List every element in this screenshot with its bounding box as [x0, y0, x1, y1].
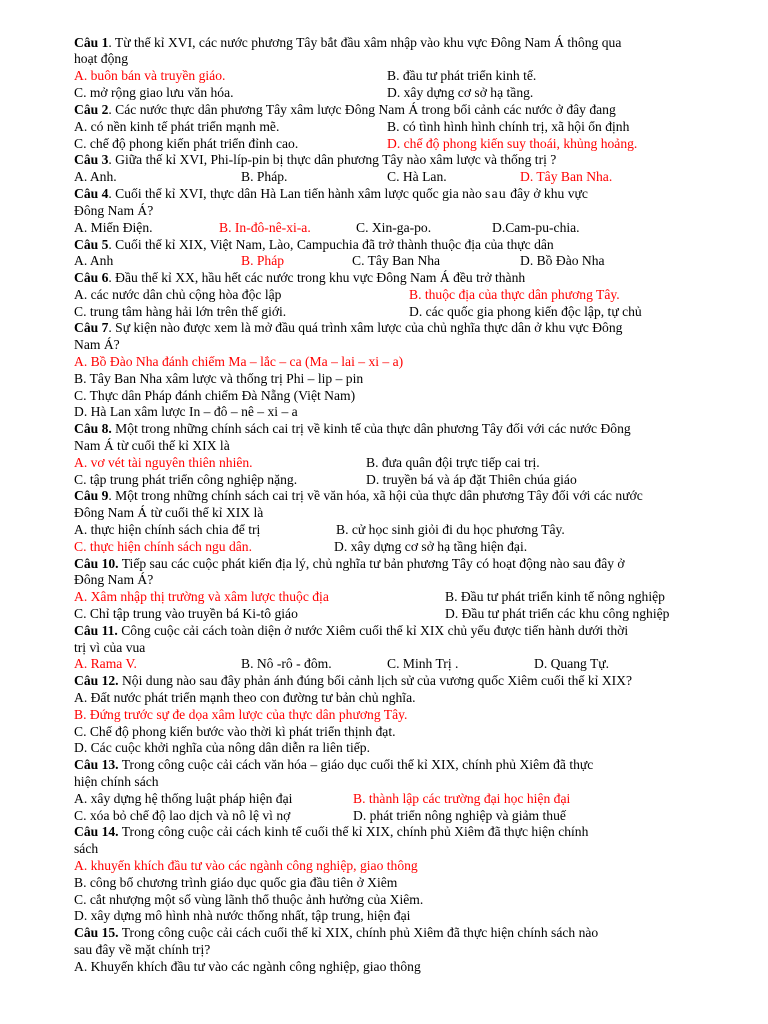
question-stem: Trong công cuộc cải cách cuối thế kỉ XIX, chính phủ Xiêm đã thực hiện chính sách nào [118, 925, 599, 940]
question-stem: Đông Nam Á? [74, 203, 154, 218]
question-stem: . Cuối thế kỉ XVI, thực dân Hà Lan tiến hành xâm lược quốc gia nào [108, 186, 486, 201]
answer-option: D. Hà Lan xâm lược In – đô – nê – xi – a [74, 404, 298, 419]
question-stem: Đông Nam Á từ cuối thế kỉ XIX là [74, 505, 264, 520]
answer-option: D. phát triển nông nghiệp và giảm thuế [353, 808, 566, 823]
question-line [74, 102, 616, 118]
answer-option: A. vơ vét tài nguyên thiên nhiên. [74, 455, 253, 470]
question-number: Câu 11. [74, 623, 118, 638]
answer-option: B. đầu tư phát triển kinh tế. [387, 68, 537, 83]
answer-option: D. xây dựng cơ sở hạ tầng. [387, 85, 534, 100]
question-line [74, 152, 556, 168]
question-stem: sau đây về mặt chính trị? [74, 942, 211, 957]
question-stem: . Giữa thế kỉ XVI, Phi-líp-pin bị thực dân phương Tây nào xâm lược và thống trị ? [108, 152, 557, 167]
answer-option: D. Bồ Đào Nha [520, 253, 605, 268]
answer-option: A. Miến Điện. [74, 220, 153, 235]
answer-option: C. tập trung phát triển công nghiệp nặng. [74, 472, 298, 487]
answer-option: C. chế độ phong kiến phát triển đỉnh cao. [74, 136, 299, 151]
answer-option: D. Các cuộc khởi nghĩa của nông dân diễn ra liên tiếp. [74, 740, 370, 755]
question-line [74, 623, 628, 639]
answer-option: D. Đầu tư phát triển các khu công nghiệp [445, 606, 670, 621]
question-number: Câu 15. [74, 925, 119, 940]
answer-option: B. Pháp. [241, 169, 288, 184]
answer-option: A. Anh. [74, 169, 117, 184]
question-stem: Trong công cuộc cải cách văn hóa – giáo dục cuối thế kỉ XIX, chính phủ Xiêm đã thực [118, 757, 594, 772]
question-stem: Nội dung nào sau đây phản ánh đúng bối cảnh lịch sử của vương quốc Xiêm cuối thế kỉ XIX? [118, 673, 633, 688]
answer-option: C. thực hiện chính sách ngu dân. [74, 539, 253, 554]
question-line [74, 237, 554, 253]
question-line [74, 488, 643, 504]
answer-option: C. Thực dân Pháp đánh chiếm Đà Nẵng (Việt Nam) [74, 388, 356, 403]
question-line [74, 186, 588, 202]
question-stem: hiện chính sách [74, 774, 159, 789]
answer-option: B. thuộc địa của thực dân phương Tây. [409, 287, 620, 302]
answer-option: C. Chỉ tập trung vào truyền bá Ki-tô giáo [74, 606, 298, 621]
question-line [74, 320, 622, 336]
answer-option: A. buôn bán và truyền giáo. [74, 68, 226, 83]
answer-option: A. khuyến khích đầu tư vào các ngành công nghiệp, giao thông [74, 858, 418, 873]
question-stem: hoạt động [74, 51, 128, 66]
answer-option: B. Đứng trước sự đe dọa xâm lược của thực dân phương Tây. [74, 707, 408, 722]
question-number: Câu 8. [74, 421, 112, 436]
question-number: Câu 4 [74, 186, 109, 201]
question-stem: . Cuối thế kỉ XIX, Việt Nam, Lào, Campuchia đã trở thành thuộc địa của thực dân [108, 237, 554, 252]
question-number: Câu 12. [74, 673, 119, 688]
question-line [74, 270, 525, 286]
question-number: Câu 10. [74, 556, 119, 571]
question-number: Câu 3 [74, 152, 109, 167]
question-stem: Tiếp sau các cuộc phát kiến địa lý, chủ nghĩa tư bản phương Tây có hoạt động nào sau đây ở [118, 556, 625, 571]
question-stem: Nam Á? [74, 337, 120, 352]
question-line [74, 35, 621, 51]
answer-option: B. Tây Ban Nha xâm lược và thống trị Phi – lip – pin [74, 371, 364, 386]
answer-option: D. xây dựng mô hình nhà nước thống nhất, tập trung, hiện đại [74, 908, 411, 923]
question-stem: đây ở khu vực [506, 186, 588, 201]
answer-option: C. Xin-ga-po. [356, 220, 432, 235]
answer-option: B. công bố chương trình giáo dục quốc gia đầu tiên ở Xiêm [74, 875, 398, 890]
question-line [74, 824, 588, 840]
answer-option: D. chế độ phong kiến suy thoái, khủng hoảng. [387, 136, 638, 151]
question-line [74, 925, 598, 941]
question-stem: trị vì của vua [74, 640, 146, 655]
answer-option: C. Minh Trị . [387, 656, 459, 671]
question-line [74, 673, 632, 689]
question-stem: Một trong những chính sách cai trị về kinh tế của thực dân phương Tây đối với các nước Đông [111, 421, 631, 436]
answer-option: C. Chế độ phong kiến bước vào thời kì phát triển thịnh đạt. [74, 724, 396, 739]
question-number: Câu 7 [74, 320, 109, 335]
answer-option: C. trung tâm hàng hải lớn trên thế giới. [74, 304, 287, 319]
answer-option: A. các nước dân chủ cộng hòa độc lập [74, 287, 282, 302]
question-stem: . Các nước thực dân phương Tây xâm lược Đông Nam Á trong bối cảnh các nước ở đây đang [108, 102, 616, 117]
answer-option: C. Hà Lan. [387, 169, 447, 184]
answer-option: A. Đất nước phát triển mạnh theo con đường tư bản chủ nghĩa. [74, 690, 416, 705]
question-line [74, 421, 631, 437]
answer-option: A. Anh [74, 253, 114, 268]
question-number: Câu 5 [74, 237, 109, 252]
answer-option: B. Nô -rô - đôm. [241, 656, 332, 671]
answer-option: A. Rama V. [74, 656, 137, 671]
answer-option: B. In-đô-nê-xi-a. [219, 220, 311, 235]
answer-option: D. Tây Ban Nha. [520, 169, 613, 184]
answer-option: D. xây dựng cơ sở hạ tầng hiện đại. [334, 539, 528, 554]
question-line [74, 556, 625, 572]
question-number: Câu 2 [74, 102, 109, 117]
answer-option: C. cắt nhượng một số vùng lãnh thổ thuộc ảnh hưởng của Xiêm. [74, 892, 424, 907]
answer-option: B. đưa quân đội trực tiếp cai trị. [366, 455, 540, 470]
question-line [74, 757, 593, 773]
answer-option: A. Bồ Đào Nha đánh chiếm Ma – lắc – ca (Ma – lai – xi – a) [74, 354, 404, 369]
question-stem: . Từ thế kỉ XVI, các nước phương Tây bắt đầu xâm nhập vào khu vực Đông Nam Á thông qua [108, 35, 622, 50]
question-number: Câu 14. [74, 824, 119, 839]
answer-option: C. xóa bỏ chế độ lao dịch và nô lệ vì nợ [74, 808, 291, 823]
question-stem: . Sự kiện nào được xem là mở đầu quá trình xâm lược của chủ nghĩa thực dân ở khu vực Đông [108, 320, 623, 335]
answer-option: B. cử học sinh giỏi đi du học phương Tây. [336, 522, 565, 537]
answer-option: A. có nền kinh tế phát triển mạnh mẽ. [74, 119, 280, 134]
question-stem: Đông Nam Á? [74, 572, 154, 587]
answer-option: C. Tây Ban Nha [352, 253, 441, 268]
question-stem: sách [74, 841, 99, 856]
question-stem: Công cuộc cải cách toàn diện ở nước Xiêm cuối thế kỉ XIX chủ yếu được tiến hành dưới thời [117, 623, 629, 638]
answer-option: D.Cam-pu-chia. [492, 220, 580, 235]
question-stem: Nam Á từ cuối thế kỉ XIX là [74, 438, 230, 453]
answer-option: A. thực hiện chính sách chia để trị [74, 522, 261, 537]
question-number: Câu 6 [74, 270, 109, 285]
answer-option: B. có tình hình hình chính trị, xã hội ổn định [387, 119, 630, 134]
question-stem: . Đầu thế kỉ XX, hầu hết các nước trong khu vực Đông Nam Á đều trở thành [108, 270, 526, 285]
answer-option: A. xây dựng hệ thống luật pháp hiện đại [74, 791, 293, 806]
answer-option: D. Quang Tự. [534, 656, 610, 671]
answer-option: B. thành lập các trường đại học hiện đại [353, 791, 571, 806]
question-stem: Trong công cuộc cải cách kinh tế cuối thế kỉ XIX, chính phủ Xiêm đã thực hiện chính [118, 824, 589, 839]
answer-option: D. truyền bá và áp đặt Thiên chúa giáo [366, 472, 577, 487]
question-number: Câu 9 [74, 488, 109, 503]
answer-option: A. Khuyến khích đầu tư vào các ngành công nghiệp, giao thông [74, 959, 421, 974]
question-number: Câu 13. [74, 757, 119, 772]
question-number: Câu 1 [74, 35, 109, 50]
question-stem: sau [485, 186, 507, 201]
answer-option: A. Xâm nhập thị trường và xâm lược thuộc địa [74, 589, 329, 604]
answer-option: C. mở rộng giao lưu văn hóa. [74, 85, 234, 100]
answer-option: D. các quốc gia phong kiến độc lập, tự chủ [409, 304, 642, 319]
question-stem: . Một trong những chính sách cai trị về văn hóa, xã hội của thực dân phương Tây đối với các nước [108, 488, 643, 503]
answer-option: B. Đầu tư phát triển kinh tế nông nghiệp [445, 589, 665, 604]
answer-option: B. Pháp [241, 253, 285, 268]
